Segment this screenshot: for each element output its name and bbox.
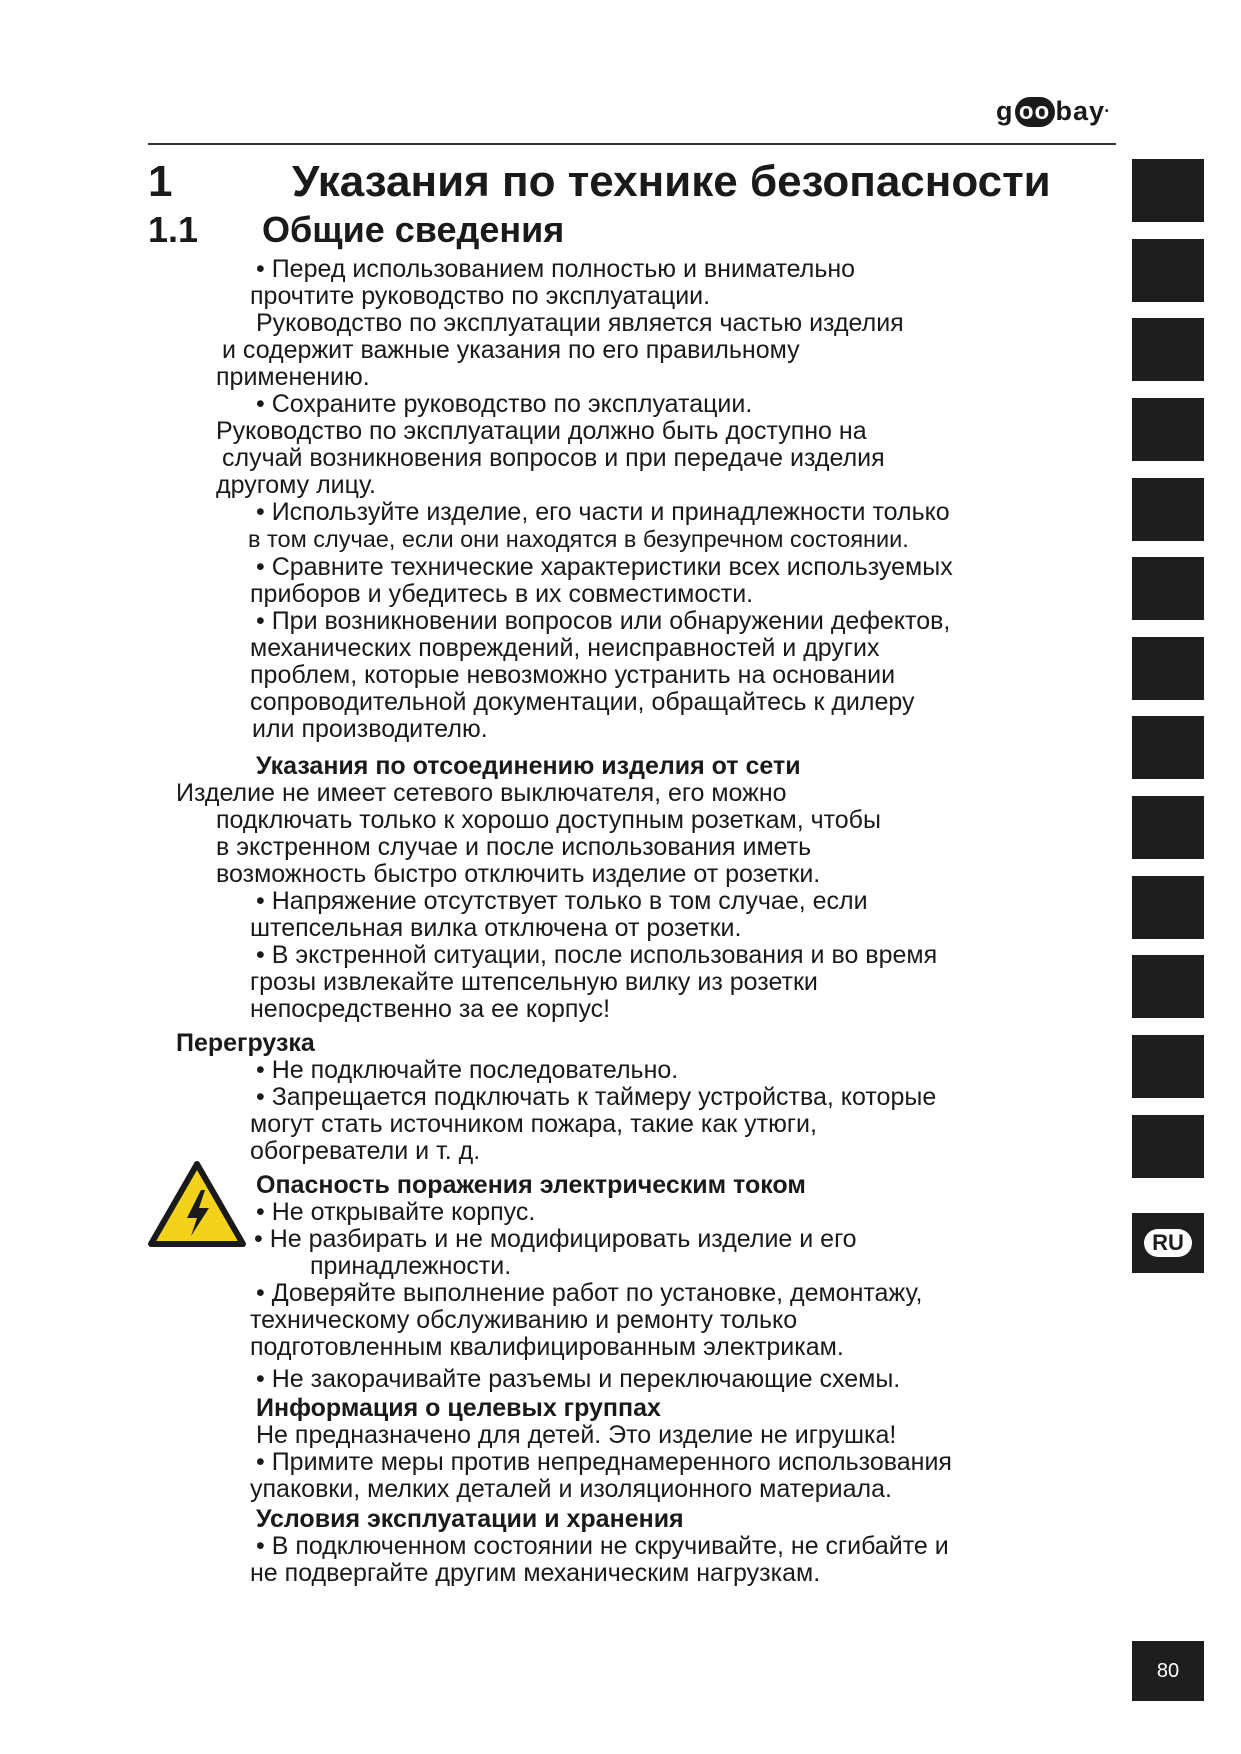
language-tab [1132,955,1204,1018]
text-line: • Не разбирать и не модифицировать изделие и его [254,1225,857,1253]
brand-logo: g oo bay • [996,96,1110,126]
text-line: могут стать источником пожара, такие как утюги, [250,1110,817,1138]
text-line: • При возникновении вопросов или обнаружении дефектов, [256,607,951,635]
language-tab [1132,318,1204,381]
text-line: прочтите руководство по эксплуатации. [250,282,711,310]
language-tab [1132,876,1204,939]
text-line: • Сохраните руководство по эксплуатации. [256,390,753,418]
section-heading: Указания по отсоединению изделия от сети [256,752,801,780]
text-line: принадлежности. [310,1252,512,1280]
subheading-title: Общие сведения [262,209,565,250]
text-line: • В подключенном состоянии не скручивайте, не сгибайте и [256,1532,949,1560]
text-line: подключать только к хорошо доступным розеткам, чтобы [216,806,881,834]
subheading-number: 1.1 [148,209,199,250]
language-tab [1132,1035,1204,1098]
text-line: и содержит важные указания по его правильному [222,336,800,364]
text-line: • Сравните технические характеристики всех используемых [256,553,953,581]
text-line: Не предназначено для детей. Это изделие не игрушка! [256,1421,897,1449]
page-title: Указания по технике безопасности [292,157,1051,206]
text-line: Руководство по эксплуатации является частью изделия [256,309,904,337]
text-line: • Используйте изделие, его части и принадлежности только [256,498,950,526]
electric-hazard-icon [147,1160,247,1248]
text-line: приборов и убедитесь в их совместимости. [250,580,754,608]
text-line: • В экстренной ситуации, после использования и во время [256,941,938,969]
text-line: обогреватели и т. д. [250,1137,481,1165]
section-heading: Перегрузка [176,1029,315,1057]
heading-number: 1 [148,157,173,206]
language-label: RU [1144,1229,1192,1257]
section-heading: Информация о целевых группах [256,1394,661,1422]
language-tab [1132,557,1204,620]
text-line: Руководство по эксплуатации должно быть доступно на [216,417,867,445]
text-line: механических повреждений, неисправностей и других [250,634,880,662]
text-line: • Напряжение отсутствует только в том случае, если [256,887,868,915]
header-rule [148,143,1116,145]
language-tab [1132,1115,1204,1178]
text-line: возможность быстро отключить изделие от розетки. [216,860,821,888]
language-tab [1132,796,1204,859]
text-line: проблем, которые невозможно устранить на основании [250,661,896,689]
text-line: в экстренном случае и после использования иметь [216,833,812,861]
text-line: применению. [216,363,370,391]
text-line: • Примите меры против непреднамеренного использования [256,1448,952,1476]
text-line: • Не подключайте последовательно. [256,1056,679,1084]
text-line: • Не открывайте корпус. [256,1198,536,1226]
language-tab [1132,239,1204,302]
text-line: или производителю. [252,715,488,743]
page-number: 80 [1132,1641,1204,1701]
language-tab-ru [1132,1213,1204,1273]
language-tab [1132,398,1204,461]
text-line: • Перед использованием полностью и внимательно [256,255,856,283]
text-line: • Запрещается подключать к таймеру устройства, которые [256,1083,937,1111]
text-line: в том случае, если они находятся в безупречном состоянии. [248,526,909,552]
text-line: другому лицу. [216,471,376,499]
text-line: техническому обслуживанию и ремонту только [250,1306,798,1334]
text-line: • Доверяйте выполнение работ по установке, демонтажу, [256,1279,923,1307]
language-tab [1132,478,1204,541]
text-line: подготовленным квалифицированным электрикам. [250,1333,844,1361]
text-line: случай возникновения вопросов и при передаче изделия [222,444,885,472]
text-line: Изделие не имеет сетевого выключателя, его можно [176,779,787,807]
section-heading: Опасность поражения электрическим током [256,1171,806,1199]
text-line: штепсельная вилка отключена от розетки. [250,914,742,942]
text-line: упаковки, мелких деталей и изоляционного материала. [250,1475,892,1503]
text-line: непосредственно за ее корпус! [250,995,611,1023]
text-line: не подвергайте другим механическим нагрузкам. [250,1559,821,1587]
text-line: сопроводительной документации, обращайтесь к дилеру [250,688,915,716]
section-heading: Условия эксплуатации и хранения [256,1505,684,1533]
text-line: грозы извлекайте штепсельную вилку из розетки [250,968,818,996]
language-tab [1132,637,1204,700]
text-line: • Не закорачивайте разъемы и переключающие схемы. [256,1365,901,1393]
language-tab [1132,159,1204,222]
language-tab [1132,716,1204,779]
